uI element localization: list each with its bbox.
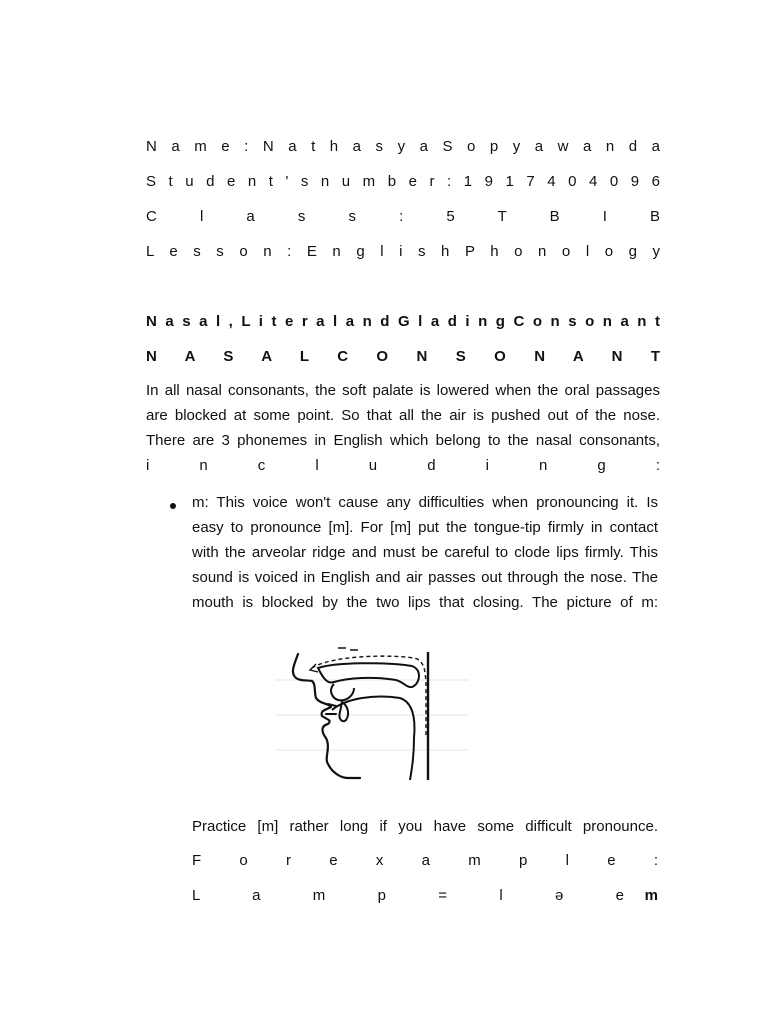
intro-paragraph: [146, 378, 660, 478]
bullet-line: with the arveolar ridge and must be careful to clode lips firmly. This: [192, 544, 658, 561]
bullet-line: sound is voiced in English and air passes out through the nose. The: [192, 569, 658, 586]
vocal-tract-drawing: [276, 640, 468, 785]
intro-line: There are 3 phonemes in English which belong to the nasal consonants,: [146, 432, 660, 449]
bullet-dot-icon: [170, 503, 176, 509]
intro-line: i n c l u d i n g :: [146, 457, 660, 474]
practice-line: Practice [m] rather long if you have some difficult pronounce.: [192, 818, 658, 835]
example-word: L a m p = l ə e: [192, 887, 624, 904]
bullet-line: mouth is blocked by the two lips that closing. The picture of m:: [192, 594, 658, 611]
practice-paragraph: [192, 814, 658, 839]
class-line: C l a s s : 5 T B I B: [146, 208, 660, 225]
section-title: N a s a l , L i t e r a l a n d G l a d i n g C o n s o n a n t: [146, 313, 660, 330]
example-row: [192, 886, 658, 906]
bullet-paragraph: [192, 490, 658, 615]
section-subtitle: N A S A L C O N S O N A N T: [146, 348, 660, 365]
student-number-line: S t u d e n t ' s n u m b e r : 1 9 1 7 4 0 4 0 9 6: [146, 173, 660, 190]
vocal-tract-diagram: [276, 640, 468, 785]
lesson-line: L e s s o n : E n g l i s h P h o n o l o g y: [146, 243, 660, 260]
bullet-line: m: This voice won't cause any difficulties when pronouncing it. Is: [192, 494, 658, 511]
intro-line: are blocked at some point. So that all the air is pushed out of the nose.: [146, 407, 660, 424]
example-label: F o r e x a m p l e :: [192, 852, 658, 869]
name-line: N a m e : N a t h a s y a S o p y a w a n d a: [146, 138, 660, 155]
bullet-line: easy to pronounce [m]. For [m] put the tongue-tip firmly in contact: [192, 519, 658, 536]
intro-line: In all nasal consonants, the soft palate is lowered when the oral passages: [146, 382, 660, 399]
example-bold-letter: m: [644, 887, 658, 904]
